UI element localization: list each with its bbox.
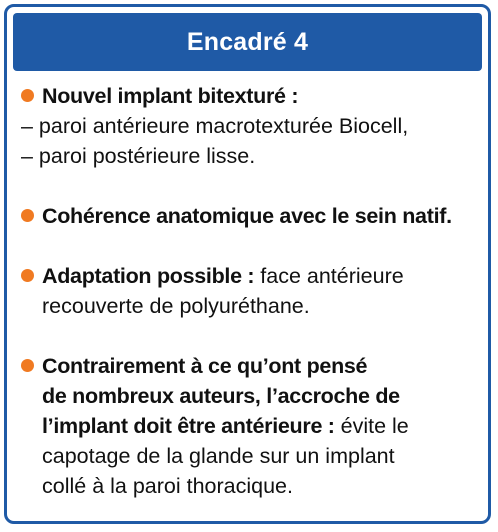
list-item [21,261,478,321]
bullet-icon [21,209,34,222]
box-title: Encadré 4 [186,27,309,56]
box-content [21,81,478,501]
item-text-line: collé à la paroi thoracique. [42,474,293,498]
item-heading-line [21,261,478,291]
item-heading-line [21,411,478,441]
item-heading-line [21,351,478,381]
item-heading: Cohérence anatomique avec le sein natif. [42,204,452,228]
item-text-line: capotage de la glande sur un implant [42,444,395,468]
item-heading-line [21,81,478,111]
item-heading: l’implant doit être antérieure : [42,414,335,438]
bullet-icon [21,89,34,102]
item-text-line: – paroi postérieure lisse. [21,144,256,168]
info-box [4,4,491,524]
list-item [21,351,478,501]
item-text-line: recouverte de polyuréthane. [42,294,310,318]
list-item [21,81,478,171]
list-item [21,201,478,231]
bullet-icon [21,359,34,372]
item-heading: Contrairement à ce qu’ont pensé [42,354,368,378]
item-heading-line: de nombreux auteurs, l’accroche de [42,384,400,408]
item-heading: Adaptation possible : [42,264,255,288]
item-heading: Nouvel implant bitexturé : [42,84,299,108]
item-text: évite le [334,414,409,438]
box-header [13,13,482,71]
item-text: face antérieure [254,264,404,288]
item-text-line: – paroi antérieure macrotexturée Biocell, [21,114,409,138]
item-heading-line [21,201,478,231]
bullet-icon [21,269,34,282]
